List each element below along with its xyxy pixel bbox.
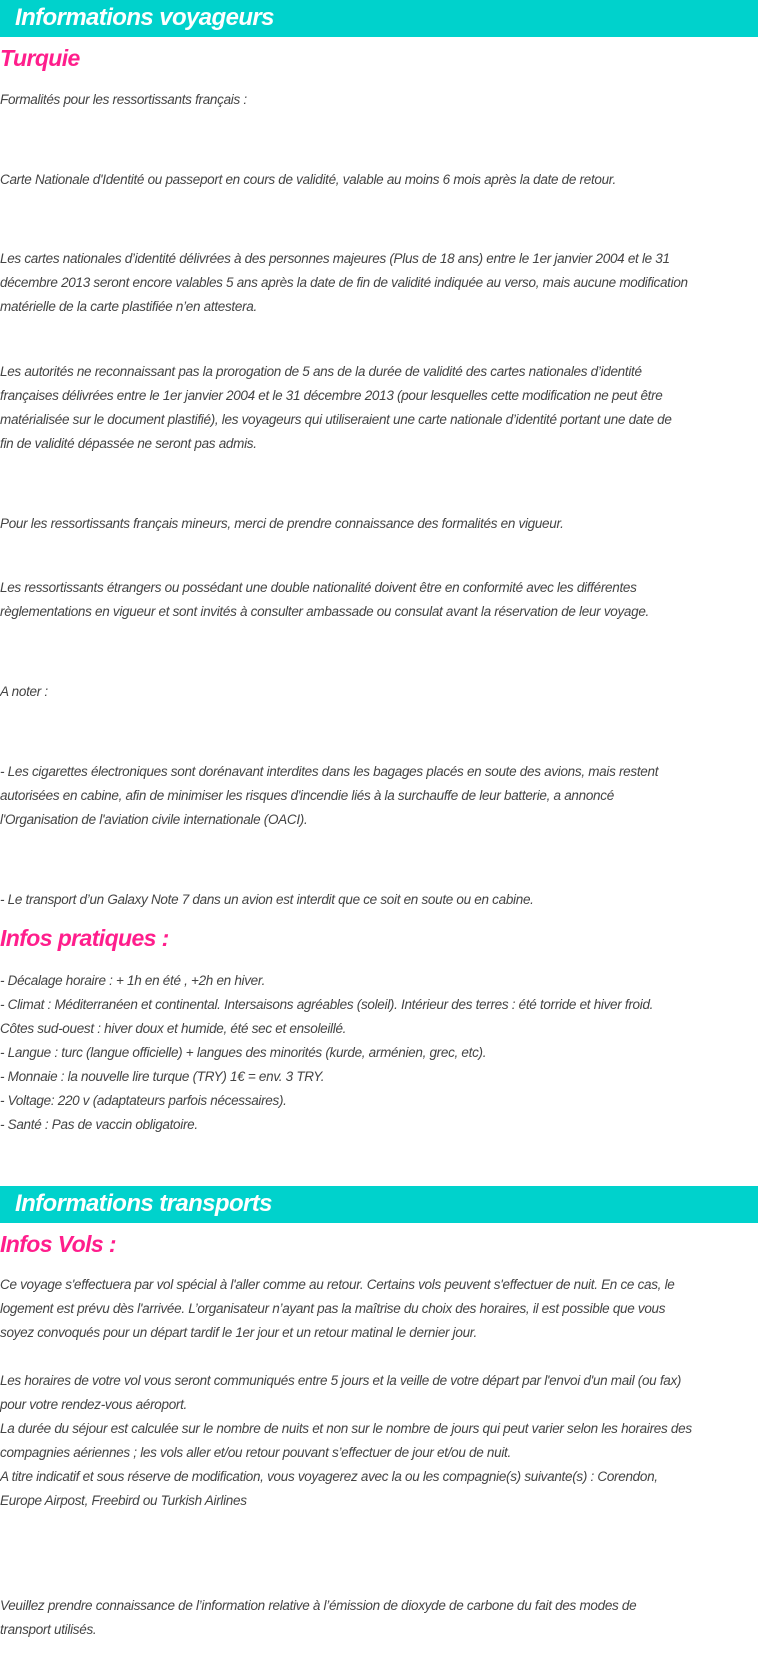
- text-line: Les ressortissants étrangers ou possédant une double nationalité doivent être en conformité avec les différentes: [0, 580, 637, 595]
- paragraph: [0, 680, 758, 704]
- text-line: Côtes sud-ouest : hiver doux et humide, été sec et ensoleillé.: [0, 1021, 347, 1036]
- paragraph: [0, 1273, 758, 1345]
- paragraph: [0, 247, 758, 319]
- text-line: règlementations en vigueur et sont invités à consulter ambassade ou consulat avant la réservation de leur voyage.: [0, 604, 650, 619]
- text-line: fin de validité dépassée ne seront pas admis.: [0, 436, 257, 451]
- text-line: Veuillez prendre connaissance de l’information relative à l’émission de dioxyde de carbone du fait des modes de: [0, 1598, 637, 1613]
- text-line: françaises délivrées entre le 1er janvier 2004 et le 31 décembre 2013 (pour lesquelles cette modification ne peut être: [0, 388, 663, 403]
- country-title: Turquie: [0, 45, 80, 71]
- paragraph: [0, 760, 758, 832]
- section-header-transports: [0, 1186, 758, 1223]
- paragraph: [0, 888, 758, 912]
- text-line: l'Organisation de l'aviation civile internationale (OACI).: [0, 812, 308, 827]
- text-line: compagnies aériennes ; les vols aller et/ou retour pouvant s’effectuer de jour et/ou de nuit.: [0, 1445, 511, 1460]
- paragraph: [0, 576, 758, 624]
- text-line: logement est prévu dès l'arrivée. L’organisateur n’ayant pas la maîtrise du choix des horaires, il est possible que vous: [0, 1301, 666, 1316]
- text-line: Pour les ressortissants français mineurs, merci de prendre connaissance des formalités en vigueur.: [0, 516, 564, 531]
- text-line: A titre indicatif et sous réserve de modification, vous voyagerez avec la ou les compagnie(s) suivante(s) : Corendon,: [0, 1469, 658, 1484]
- text-line: Europe Airpost, Freebird ou Turkish Airlines: [0, 1493, 247, 1508]
- text-line: - Monnaie : la nouvelle lire turque (TRY) 1€ = env. 3 TRY.: [0, 1069, 325, 1084]
- text-line: - Voltage: 220 v (adaptateurs parfois nécessaires).: [0, 1093, 287, 1108]
- text-line: matérialisée sur le document plastifié), les voyageurs qui utiliseraient une carte nationale d’identité portant une date de: [0, 412, 672, 427]
- text-line: matérielle de la carte plastifiée n’en attestera.: [0, 299, 257, 314]
- text-line: - Langue : turc (langue officielle) + langues des minorités (kurde, arménien, grec, etc).: [0, 1045, 487, 1060]
- paragraph: [0, 360, 758, 456]
- text-line: La durée du séjour est calculée sur le nombre de nuits et non sur le nombre de jours qui peut varier selon les horaires des: [0, 1421, 692, 1436]
- section-title: Informations transports: [15, 1190, 272, 1217]
- text-line: A noter :: [0, 684, 48, 699]
- text-line: Formalités pour les ressortissants français :: [0, 92, 247, 107]
- text-line: Les cartes nationales d’identité délivrées à des personnes majeures (Plus de 18 ans) entre le 1er janvier 2004 et le 31: [0, 251, 670, 266]
- text-line: pour votre rendez-vous aéroport.: [0, 1397, 188, 1412]
- paragraph: [0, 88, 758, 112]
- text-line: Ce voyage s'effectuera par vol spécial à l'aller comme au retour. Certains vols peuvent s'effectuer de nuit. En ce cas, le: [0, 1277, 675, 1292]
- paragraph: [0, 1594, 758, 1642]
- paragraph: [0, 512, 758, 536]
- text-line: soyez convoqués pour un départ tardif le 1er jour et un retour matinal le dernier jour.: [0, 1325, 477, 1340]
- text-line: - Santé : Pas de vaccin obligatoire.: [0, 1117, 198, 1132]
- paragraph: [0, 168, 758, 192]
- text-line: autorisées en cabine, afin de minimiser les risques d'incendie liés à la surchauffe de leur batterie, a annoncé: [0, 788, 614, 803]
- flights-title: Infos Vols :: [0, 1231, 116, 1257]
- text-line: - Climat : Méditerranéen et continental. Intersaisons agréables (soleil). Intérieur des terres : été torride et hiver froid.: [0, 997, 654, 1012]
- text-line: Les horaires de votre vol vous seront communiqués entre 5 jours et la veille de votre départ par l'envoi d'un mail (ou fax): [0, 1373, 682, 1388]
- text-line: - Les cigarettes électroniques sont dorénavant interdites dans les bagages placés en soute des avions, mais restent: [0, 764, 659, 779]
- text-line: - Décalage horaire : + 1h en été , +2h en hiver.: [0, 973, 266, 988]
- section-header-voyageurs: [0, 0, 758, 37]
- paragraph: [0, 1369, 758, 1513]
- text-line: - Le transport d’un Galaxy Note 7 dans un avion est interdit que ce soit en soute ou en cabine.: [0, 892, 534, 907]
- practical-title: Infos pratiques :: [0, 925, 169, 951]
- text-line: Carte Nationale d'Identité ou passeport en cours de validité, valable au moins 6 mois après la date de retour.: [0, 172, 616, 187]
- text-line: décembre 2013 seront encore valables 5 ans après la date de fin de validité indiquée au verso, mais aucune modification: [0, 275, 688, 290]
- section-title: Informations voyageurs: [15, 4, 274, 31]
- text-line: Les autorités ne reconnaissant pas la prorogation de 5 ans de la durée de validité des cartes nationales d’identité: [0, 364, 642, 379]
- practical-list: [0, 969, 758, 1137]
- text-line: transport utilisés.: [0, 1622, 97, 1637]
